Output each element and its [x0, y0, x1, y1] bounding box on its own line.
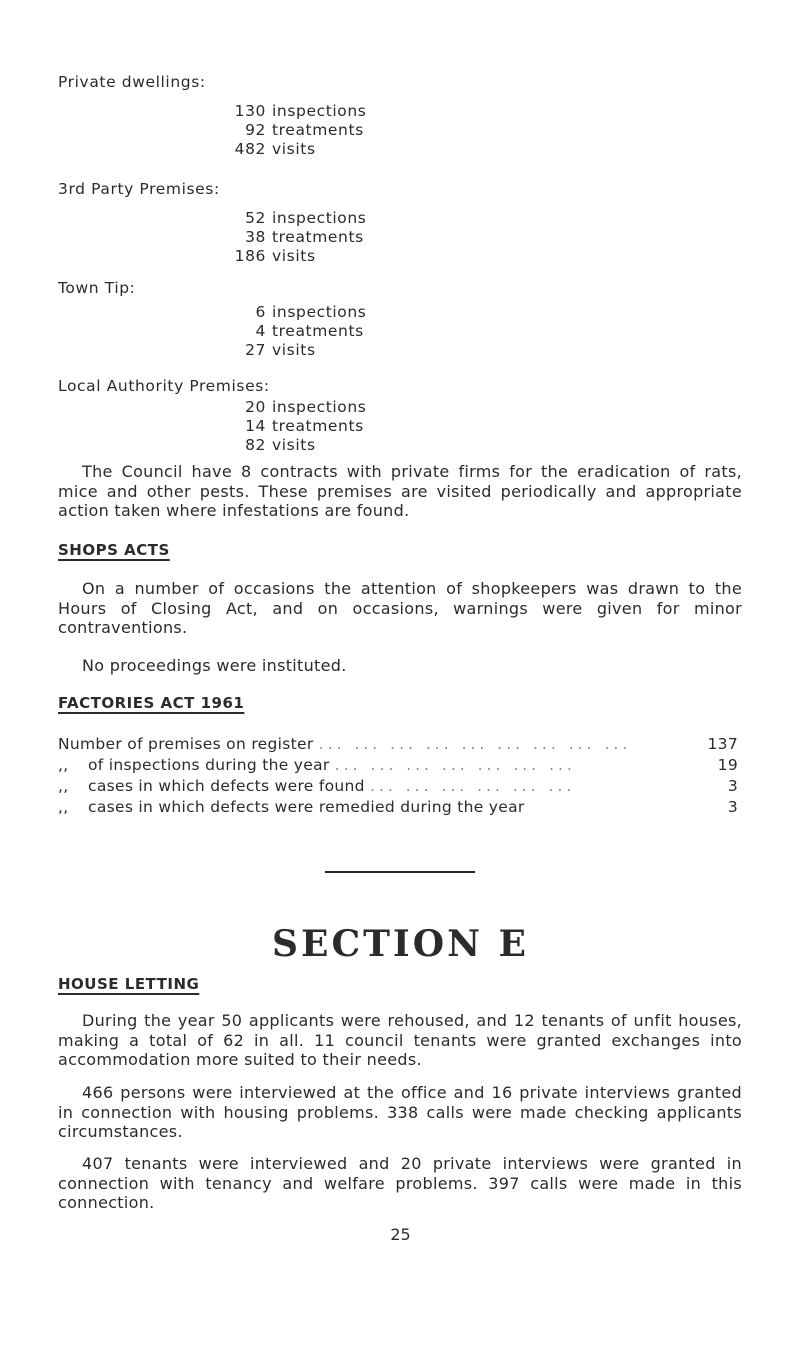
- house-letting-para-2: [58, 1083, 742, 1142]
- house-letting-heading: HOUSE LETTING: [58, 975, 200, 993]
- group-value: 27: [245, 341, 266, 359]
- factories-act-heading: FACTORIES ACT 1961: [58, 694, 245, 712]
- shops-acts-text-1: On a number of occasions the attention of shopkeepers was drawn to the Hours of Closing Act, and on occasions, warnings were given for minor contraventions.: [58, 579, 742, 637]
- shops-acts-para-2: [58, 656, 742, 676]
- house-letting-text-2: 466 persons were interviewed at the office and 16 private interviews granted in connection with housing problems. 338 calls were made checking applicants circumstances.: [58, 1083, 742, 1141]
- ditto-mark: ,,: [58, 777, 69, 795]
- group-value: 186: [234, 247, 266, 265]
- group-value: 92: [245, 121, 266, 139]
- group-value: 482: [234, 140, 266, 158]
- group-label: inspections: [272, 398, 367, 416]
- factory-row-value: 19: [717, 756, 738, 774]
- leader-dots: ... ... ... ... ... ... ... ... ...: [318, 735, 632, 753]
- group-value: 130: [234, 102, 266, 120]
- house-letting-para-3: [58, 1154, 742, 1213]
- factory-row-label: of inspections during the year: [88, 756, 330, 774]
- group-title-private-dwellings: Private dwellings:: [58, 73, 206, 91]
- house-letting-text-3: 407 tenants were interviewed and 20 private interviews were granted in connection with tenancy and welfare problems. 397 calls were made in this connection.: [58, 1154, 742, 1212]
- group-label: treatments: [272, 121, 364, 139]
- factory-row-value: 3: [727, 777, 738, 795]
- factory-row-value: 3: [727, 798, 738, 816]
- group-label: visits: [272, 247, 316, 265]
- shops-acts-text-2: No proceedings were instituted.: [82, 656, 347, 675]
- group-title-local-authority: Local Authority Premises:: [58, 377, 270, 395]
- shops-acts-para-1: [58, 579, 742, 638]
- group-value: 20: [245, 398, 266, 416]
- house-letting-para-1: [58, 1011, 742, 1070]
- leader-dots: ... ... ... ... ... ...: [370, 777, 576, 795]
- group-title-3rd-party: 3rd Party Premises:: [58, 180, 220, 198]
- contracts-text: The Council have 8 contracts with private firms for the eradication of rats, mice and other pests. These premises are visited periodically and appropriate action taken where infestations are found.: [58, 462, 742, 520]
- group-value: 82: [245, 436, 266, 454]
- factory-row-label: cases in which defects were found: [88, 777, 365, 795]
- group-label: visits: [272, 436, 316, 454]
- page-number: 25: [390, 1225, 411, 1244]
- section-divider: [325, 871, 475, 873]
- contracts-paragraph: [58, 462, 742, 521]
- group-label: treatments: [272, 228, 364, 246]
- group-label: treatments: [272, 417, 364, 435]
- section-e-title: SECTION E: [272, 923, 529, 965]
- shops-acts-heading: SHOPS ACTS: [58, 541, 170, 559]
- ditto-mark: ,,: [58, 798, 69, 816]
- group-label: visits: [272, 140, 316, 158]
- group-label: treatments: [272, 322, 364, 340]
- group-value: 14: [245, 417, 266, 435]
- group-title-town-tip: Town Tip:: [58, 279, 136, 297]
- group-value: 6: [255, 303, 266, 321]
- group-value: 52: [245, 209, 266, 227]
- group-value: 38: [245, 228, 266, 246]
- group-label: inspections: [272, 209, 367, 227]
- group-label: inspections: [272, 303, 367, 321]
- group-value: 4: [255, 322, 266, 340]
- group-label: visits: [272, 341, 316, 359]
- factory-row-value: 137: [707, 735, 738, 753]
- house-letting-text-1: During the year 50 applicants were rehoused, and 12 tenants of unfit houses, making a total of 62 in all. 11 council tenants were granted exchanges into accommodation more suited to their needs.: [58, 1011, 742, 1069]
- factory-row-label: cases in which defects were remedied during the year: [88, 798, 525, 816]
- factory-row-label: Number of premises on register: [58, 735, 314, 753]
- leader-dots: ... ... ... ... ... ... ...: [334, 756, 576, 774]
- ditto-mark: ,,: [58, 756, 69, 774]
- group-label: inspections: [272, 102, 367, 120]
